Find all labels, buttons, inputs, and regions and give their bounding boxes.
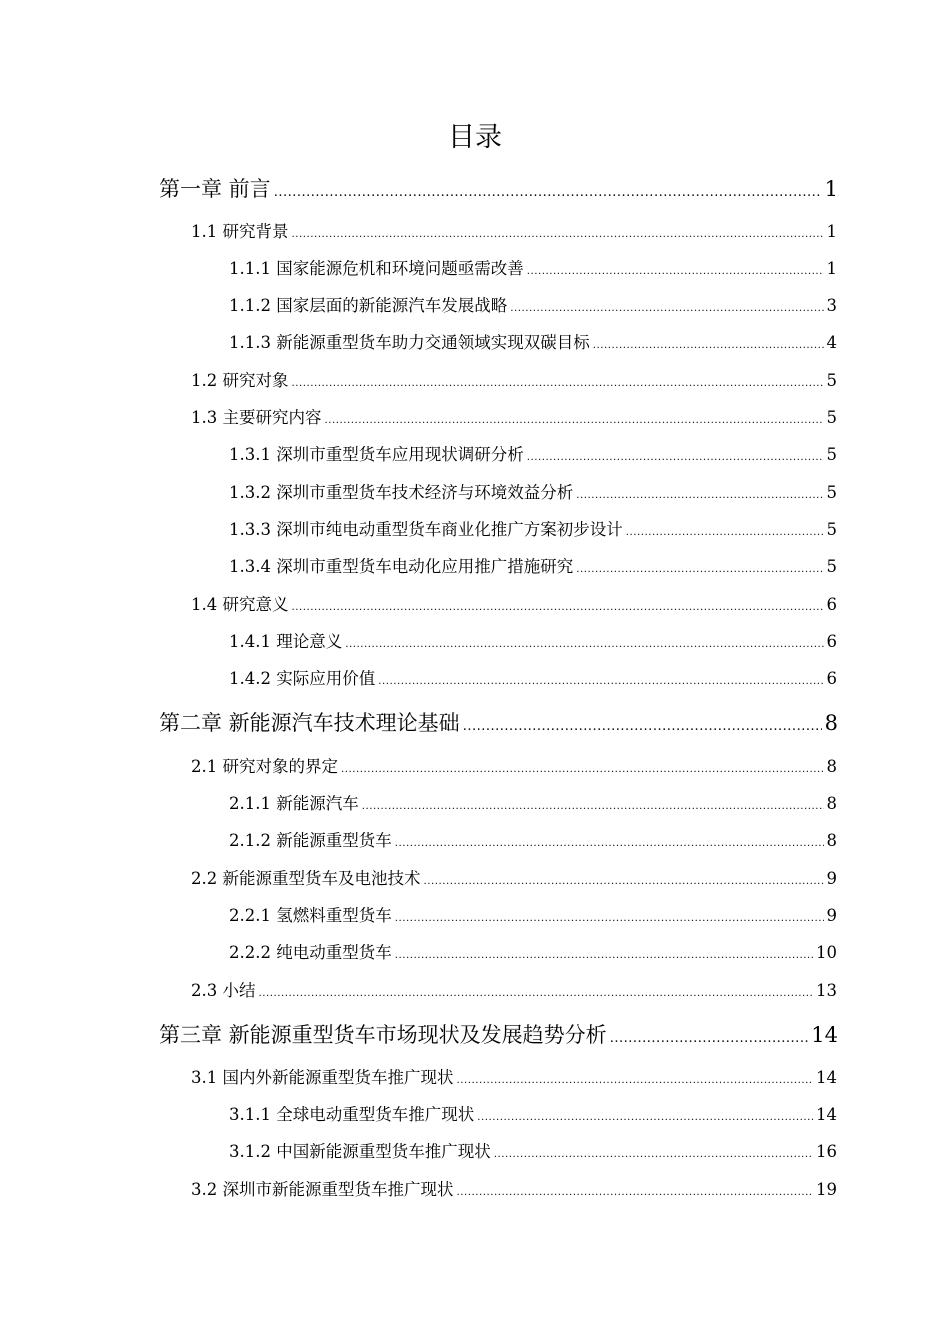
toc-page-number: 16 xyxy=(816,1142,837,1161)
toc-page-number: 6 xyxy=(826,595,837,614)
toc-leader-dots xyxy=(527,444,824,469)
toc-subsection-entry[interactable] xyxy=(229,479,837,507)
toc-subsection-entry[interactable] xyxy=(229,441,837,469)
toc-subsection-entry[interactable] xyxy=(229,1101,837,1129)
toc-section-entry[interactable] xyxy=(191,1064,837,1092)
toc-page-number: 8 xyxy=(824,711,838,735)
toc-entry-title: 2.1.2 新能源重型货车 xyxy=(229,831,392,850)
toc-leader-dots xyxy=(292,370,824,395)
toc-page-number: 5 xyxy=(826,483,837,502)
toc-entry-title: 1.4.1 理论意义 xyxy=(229,632,343,651)
toc-page-number: 9 xyxy=(826,869,837,888)
toc-leader-dots xyxy=(395,830,824,855)
toc-subsection-entry[interactable] xyxy=(229,292,837,320)
toc-entry-title: 2.2.1 氢燃料重型货车 xyxy=(229,906,392,925)
toc-subsection-entry[interactable] xyxy=(229,1138,837,1166)
toc-leader-dots xyxy=(463,710,822,740)
toc-section-entry[interactable] xyxy=(191,753,837,781)
toc-entry-title: 1.1.3 新能源重型货车助力交通领域实现双碳目标 xyxy=(229,333,590,352)
toc-leader-dots xyxy=(292,221,824,246)
toc-page-number: 19 xyxy=(816,1180,837,1199)
toc-entry-title: 1.1.2 国家层面的新能源汽车发展战略 xyxy=(229,296,508,315)
toc-leader-dots xyxy=(345,631,823,656)
toc-page-number: 14 xyxy=(816,1105,837,1124)
toc-leader-dots xyxy=(395,942,813,967)
toc-entry-title: 1.4 研究意义 xyxy=(191,595,289,614)
toc-leader-dots xyxy=(527,258,824,283)
toc-entry-title: 2.2.2 纯电动重型货车 xyxy=(229,943,392,962)
toc-section-entry[interactable] xyxy=(191,218,837,246)
toc-page-number: 6 xyxy=(826,669,837,688)
toc-section-entry[interactable] xyxy=(191,1176,837,1204)
toc-page-number: 4 xyxy=(826,333,837,352)
toc-entry-title: 3.1.1 全球电动重型货车推广现状 xyxy=(229,1105,475,1124)
toc-entry-title: 2.3 小结 xyxy=(191,981,256,1000)
toc-leader-dots xyxy=(510,295,823,320)
toc-page-number: 3 xyxy=(826,296,837,315)
toc-subsection-entry[interactable] xyxy=(229,553,837,581)
toc-page-number: 5 xyxy=(826,445,837,464)
toc-entry-title: 3.1 国内外新能源重型货车推广现状 xyxy=(191,1068,454,1087)
toc-page-number: 8 xyxy=(826,757,837,776)
toc-page-number: 5 xyxy=(826,408,837,427)
toc-subsection-entry[interactable] xyxy=(229,628,837,656)
toc-section-entry[interactable] xyxy=(191,865,837,893)
toc-leader-dots xyxy=(395,905,824,930)
toc-page-number: 1 xyxy=(826,222,837,241)
toc-entry-title: 1.4.2 实际应用价值 xyxy=(229,669,376,688)
toc-entry-title: 1.3.2 深圳市重型货车技术经济与环境效益分析 xyxy=(229,483,574,502)
toc-subsection-entry[interactable] xyxy=(229,790,837,818)
toc-page-number: 9 xyxy=(826,906,837,925)
toc-leader-dots xyxy=(292,594,824,619)
toc-entry-title: 2.2 新能源重型货车及电池技术 xyxy=(191,869,421,888)
toc-section-entry[interactable] xyxy=(191,591,837,619)
toc-page-number: 14 xyxy=(811,1023,838,1047)
toc-page-number: 8 xyxy=(826,831,837,850)
toc-entry-title: 2.1 研究对象的界定 xyxy=(191,757,338,776)
toc-page-number: 5 xyxy=(826,371,837,390)
toc-subsection-entry[interactable] xyxy=(229,255,837,283)
toc-page-number: 8 xyxy=(826,794,837,813)
toc-subsection-entry[interactable] xyxy=(229,329,837,357)
toc-entry-title: 1.1.1 国家能源危机和环境问题亟需改善 xyxy=(229,259,524,278)
toc-page-number: 5 xyxy=(826,520,837,539)
toc-subsection-entry[interactable] xyxy=(229,827,837,855)
toc-entry-title: 1.3.3 深圳市纯电动重型货车商业化推广方案初步设计 xyxy=(229,520,623,539)
toc-page-number: 14 xyxy=(816,1068,837,1087)
toc-subsection-entry[interactable] xyxy=(229,902,837,930)
toc-leader-dots xyxy=(626,519,824,544)
toc-subsection-entry[interactable] xyxy=(229,516,837,544)
toc-leader-dots xyxy=(325,407,824,432)
toc-entry-title: 1.3.4 深圳市重型货车电动化应用推广措施研究 xyxy=(229,557,574,576)
toc-leader-dots xyxy=(378,668,823,693)
toc-chapter-entry[interactable] xyxy=(159,1018,838,1052)
toc-page-number: 6 xyxy=(826,632,837,651)
toc-entry-title: 第三章 新能源重型货车市场现状及发展趋势分析 xyxy=(159,1023,607,1047)
toc-subsection-entry[interactable] xyxy=(229,665,837,693)
toc-page-number: 1 xyxy=(826,259,837,278)
toc-entry-title: 第二章 新能源汽车技术理论基础 xyxy=(159,711,460,735)
toc-entry-title: 1.1 研究背景 xyxy=(191,222,289,241)
toc-page-number: 13 xyxy=(816,981,837,1000)
toc-entry-title: 2.1.1 新能源汽车 xyxy=(229,794,359,813)
toc-leader-dots xyxy=(593,332,824,357)
toc-section-entry[interactable] xyxy=(191,977,837,1005)
toc-subsection-entry[interactable] xyxy=(229,939,837,967)
toc-leader-dots xyxy=(457,1067,814,1092)
toc-section-entry[interactable] xyxy=(191,404,837,432)
toc-entry-title: 1.2 研究对象 xyxy=(191,371,289,390)
toc-entry-title: 1.3.1 深圳市重型货车应用现状调研分析 xyxy=(229,445,524,464)
toc-leader-dots xyxy=(341,756,824,781)
toc-leader-dots xyxy=(494,1141,813,1166)
toc-leader-dots xyxy=(477,1104,813,1129)
toc-entry-title: 3.1.2 中国新能源重型货车推广现状 xyxy=(229,1142,491,1161)
toc-leader-dots xyxy=(362,793,824,818)
toc-page-number: 10 xyxy=(816,943,837,962)
toc-leader-dots xyxy=(457,1179,814,1204)
toc-page-number: 1 xyxy=(824,177,838,201)
toc-page-number: 5 xyxy=(826,557,837,576)
toc-leader-dots xyxy=(576,482,823,507)
toc-leader-dots xyxy=(424,868,824,893)
toc-title: 目录 xyxy=(448,122,502,153)
toc-chapter-entry[interactable] xyxy=(159,706,838,740)
toc-entry-title: 第一章 前言 xyxy=(159,177,271,201)
toc-leader-dots xyxy=(576,556,823,581)
toc-chapter-entry[interactable] xyxy=(159,172,838,206)
toc-entry-title: 3.2 深圳市新能源重型货车推广现状 xyxy=(191,1180,454,1199)
toc-leader-dots xyxy=(610,1022,809,1052)
toc-leader-dots xyxy=(259,980,814,1005)
toc-section-entry[interactable] xyxy=(191,367,837,395)
toc-leader-dots xyxy=(274,176,822,206)
toc-entry-title: 1.3 主要研究内容 xyxy=(191,408,322,427)
